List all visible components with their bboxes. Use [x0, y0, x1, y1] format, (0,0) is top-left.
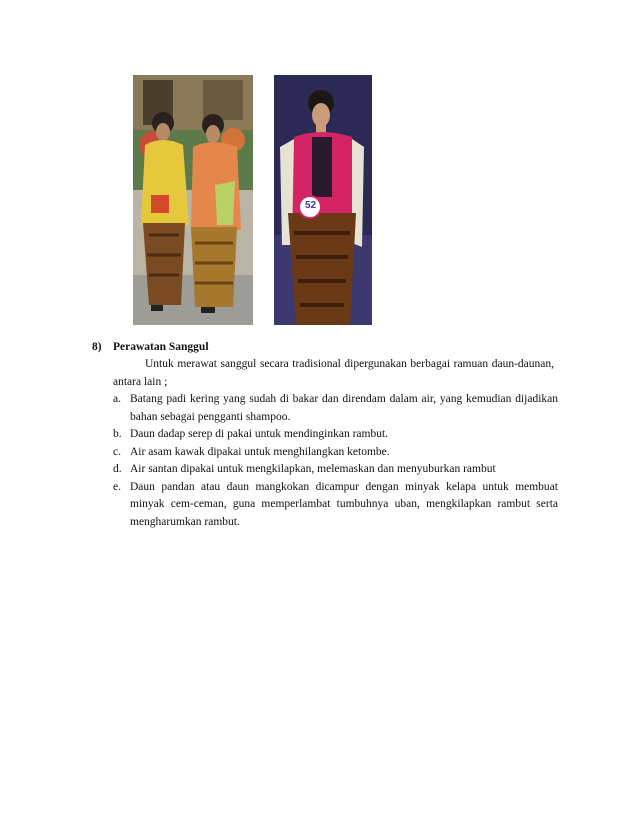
list-item-text: Batang padi kering yang sudah di bakar dan direndam dalam air, yang kemudian dijadikan bahan sebagai pengganti shampoo.	[130, 393, 558, 423]
list-item-letter: b.	[113, 428, 122, 440]
list-item	[113, 391, 558, 426]
photo-two-women-kebaya	[133, 75, 253, 325]
list-item	[113, 461, 558, 479]
list-item-text: Air asam kawak dipakai untuk menghilangkan ketombe.	[130, 445, 390, 458]
section-number: 8)	[92, 341, 102, 353]
list-item	[113, 426, 558, 444]
list-item-text: Air santan dipakai untuk mengkilapkan, melemaskan dan menyuburkan rambut	[130, 463, 496, 475]
photo-two-women-kebaya-image	[133, 75, 253, 325]
photo-woman-kebaya-badge	[274, 75, 372, 325]
list-item	[113, 479, 558, 532]
photo-woman-kebaya-image	[274, 75, 372, 325]
list-item-letter: d.	[113, 463, 122, 475]
list-item-letter: e.	[113, 480, 121, 493]
intro-text: Untuk merawat sanggul secara tradisional dipergunakan berbagai ramuan daun-daunan, antara lain ;	[113, 358, 554, 388]
list-item-text: Daun dadap serep di pakai untuk mendinginkan rambut.	[130, 428, 389, 440]
remedy-list	[113, 391, 558, 531]
list-item-letter: a.	[113, 393, 121, 405]
list-item	[113, 444, 558, 462]
contestant-badge-number: 52	[304, 200, 317, 211]
section-heading	[92, 339, 209, 357]
intro-paragraph	[113, 356, 554, 391]
list-item-letter: c.	[113, 445, 121, 458]
list-item-text: Daun pandan atau daun mangkokan dicampur dengan minyak kelapa untuk membuat minyak cem-ceman, guna memperlambat tumbuhnya uban, mengkilapkan rambut serta mengharumkan rambut.	[130, 480, 558, 528]
section-title: Perawatan Sanggul	[113, 341, 209, 353]
